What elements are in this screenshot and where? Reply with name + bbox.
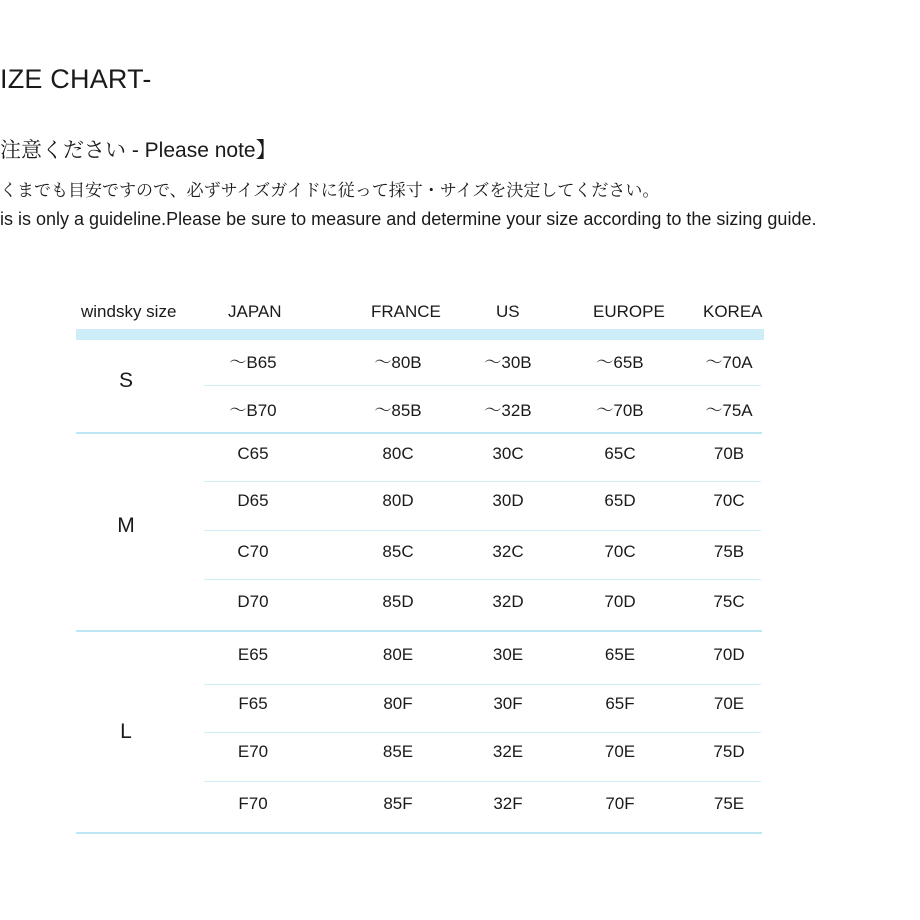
note-japanese: くまでも目安ですので、必ずサイズガイドに従って採寸・サイズを決定してください。 [0,181,660,201]
cell-france: 85D [382,592,414,611]
cell-us: 30E [492,645,524,664]
cell-europe: ～65B [596,353,644,372]
cell-europe: 70C [604,542,636,561]
cell-japan: D65 [237,491,269,510]
cell-japan: ～B70 [229,401,277,420]
cell-japan: F65 [238,694,268,713]
cell-us: 30F [493,694,523,713]
size-label: S [118,369,134,392]
cell-europe: 65F [605,694,635,713]
cell-france: ～85B [374,401,422,420]
cell-us: 32F [493,794,523,813]
header-us: US [496,302,520,321]
cell-japan: F70 [238,794,268,813]
row-divider [204,781,761,782]
row-divider [204,530,761,531]
cell-us: 32D [492,592,524,611]
cell-japan: E70 [237,742,269,761]
cell-france: 80D [382,491,414,510]
note-heading: 注意ください - Please note】 [0,139,277,162]
cell-us: 32E [492,742,524,761]
cell-france: 85F [383,794,413,813]
header-underline-bar [76,329,764,340]
row-divider [204,579,761,580]
note-english: is is only a guideline.Please be sure to measure and determine your size according to the sizing guide. [0,209,817,229]
row-divider [204,385,761,386]
cell-france: ～80B [374,353,422,372]
cell-korea: ～70A [705,353,753,372]
cell-france: 80C [382,444,414,463]
header-korea: KOREA [703,302,763,321]
cell-us: ～32B [484,401,532,420]
row-divider [204,481,761,482]
cell-japan: C70 [237,542,269,561]
group-divider [76,630,762,632]
cell-europe: ～70B [596,401,644,420]
cell-korea: 75E [713,794,745,813]
cell-japan: D70 [237,592,269,611]
cell-europe: 65C [604,444,636,463]
cell-korea: 70C [713,491,745,510]
group-divider [76,832,762,834]
cell-korea: 70E [713,694,745,713]
cell-japan: C65 [237,444,269,463]
cell-france: 80F [383,694,413,713]
cell-europe: 65E [604,645,636,664]
group-divider [76,432,762,434]
page-title: IZE CHART- [0,64,152,94]
cell-us: ～30B [484,353,532,372]
row-divider [204,732,761,733]
cell-japan: ～B65 [229,353,277,372]
header-windsky-size: windsky size [81,302,177,321]
size-label: M [117,514,135,537]
header-france: FRANCE [371,302,441,321]
row-divider [204,684,761,685]
header-japan: JAPAN [228,302,282,321]
cell-korea: 75D [713,742,745,761]
cell-europe: 70E [604,742,636,761]
cell-korea: 75B [713,542,745,561]
cell-korea: ～75A [705,401,753,420]
cell-us: 30D [492,491,524,510]
cell-us: 32C [492,542,524,561]
cell-korea: 70B [713,444,745,463]
cell-korea: 70D [713,645,745,664]
cell-japan: E65 [237,645,269,664]
cell-korea: 75C [713,592,745,611]
header-europe: EUROPE [593,302,665,321]
cell-us: 30C [492,444,524,463]
cell-europe: 70F [605,794,635,813]
cell-europe: 65D [604,491,636,510]
cell-france: 80E [382,645,414,664]
size-label: L [120,720,132,743]
cell-france: 85E [382,742,414,761]
cell-france: 85C [382,542,414,561]
cell-europe: 70D [604,592,636,611]
